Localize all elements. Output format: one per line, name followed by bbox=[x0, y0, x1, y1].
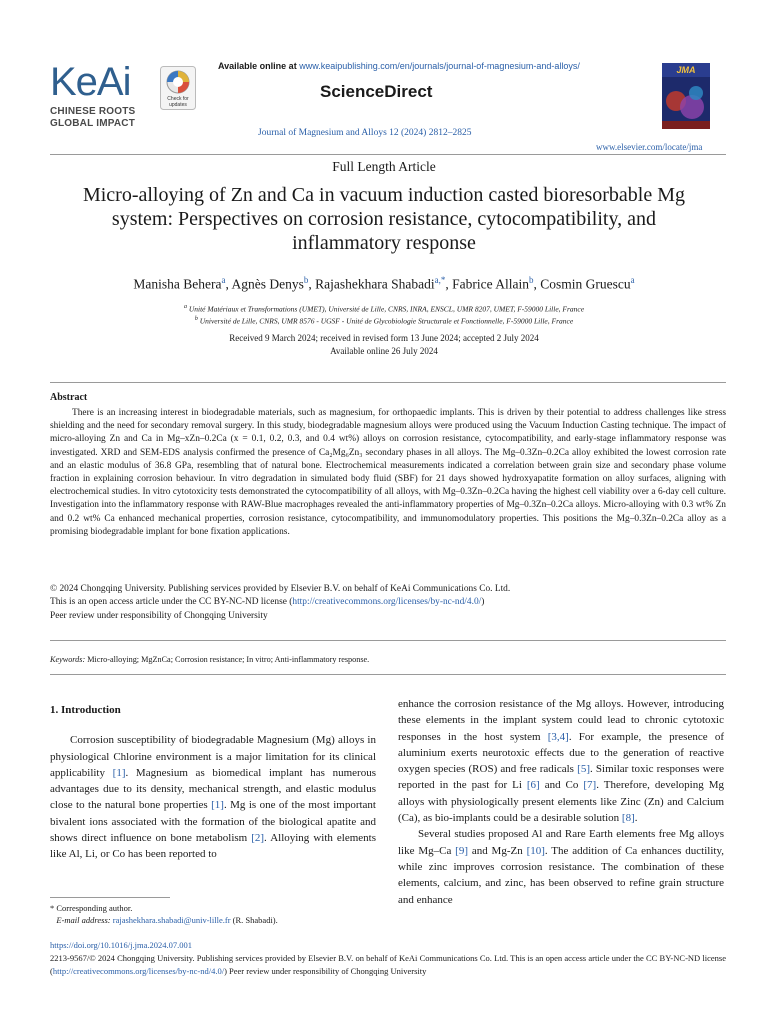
author-name[interactable]: Fabrice Allain bbox=[452, 276, 530, 292]
sciencedirect-logo[interactable]: ScienceDirect bbox=[320, 82, 433, 101]
keywords-top-divider bbox=[50, 640, 726, 641]
author-affil-mark[interactable]: a,* bbox=[434, 275, 446, 285]
citation-link[interactable]: [1] bbox=[112, 766, 126, 779]
footer-license-link[interactable]: http://creativecommons.org/licenses/by-nc-nd/4.0/ bbox=[52, 965, 225, 976]
license-prefix: This is an open access article under the CC BY-NC-ND license ( bbox=[50, 597, 293, 607]
citation-link[interactable]: [6] bbox=[526, 779, 540, 792]
keywords-bottom-divider bbox=[50, 674, 726, 675]
email-line bbox=[50, 914, 376, 926]
abstract-copyright: © 2024 Chongqing University. Publishing services provided by Elsevier B.V. on behalf of KeAi Communications Co. Ltd. bbox=[50, 584, 511, 594]
author-affil-mark[interactable]: a bbox=[221, 275, 226, 285]
citation-link[interactable]: [10] bbox=[526, 844, 545, 857]
citation-link[interactable]: [2] bbox=[251, 832, 265, 845]
keai-logo bbox=[50, 62, 138, 130]
author-affil-mark[interactable]: a bbox=[630, 275, 635, 285]
footnote-divider bbox=[50, 897, 170, 898]
email-suffix: (R. Shabadi). bbox=[232, 915, 278, 925]
affiliation-b: $^b$ Université de Lille, CNRS, UMR 8576 - UGSF - Unité de Glycobiologie Structurale et Fonctionnelle, F-59000 Lille, France bbox=[194, 316, 574, 326]
journal-cover-label: JMA bbox=[676, 65, 696, 75]
affiliation-a-text: Unité Matériaux et Transformations (UMET), Université de Lille, CNRS, INRA, ENSCL, UMR 8207, UMET, F-59000 Lille, France bbox=[188, 304, 585, 314]
abstract-heading: Abstract bbox=[50, 392, 88, 403]
author-name[interactable]: Rajashekhara Shabadi bbox=[315, 276, 435, 292]
license-link[interactable]: http://creativecommons.org/licenses/by-nc-nd/4.0/ bbox=[292, 597, 482, 607]
article-title: Micro-alloying of Zn and Ca in vacuum induction casted bioresorbable Mg system: Perspectives on corrosion resistance, cytocompatibility, and inflammatory response bbox=[82, 184, 686, 254]
article-type: Full Length Article bbox=[332, 159, 436, 174]
available-prefix: Available online at bbox=[218, 61, 297, 71]
header-divider bbox=[50, 154, 726, 155]
keai-logo-text: KeAi bbox=[50, 60, 131, 104]
citation-link[interactable]: [3,4] bbox=[547, 730, 569, 743]
keywords-text: Micro-alloying; MgZnCa; Corrosion resistance; In vitro; Anti-inflammatory response. bbox=[87, 655, 370, 664]
abstract-peer-review: Peer review under responsibility of Chongqing University bbox=[50, 611, 268, 621]
email-link[interactable]: rajashekhara.shabadi@univ-lille.fr bbox=[112, 915, 231, 925]
footer-copyright-prefix: 2213-9567/© 2024 Chongqing University. Publishing services provided by Elsevier B.V. on behalf of KeAi Communications Co. Ltd. This is an open access article under the CC BY-NC-ND license ( bbox=[50, 953, 726, 976]
abstract-top-divider bbox=[50, 382, 726, 383]
author-affil-mark[interactable]: b bbox=[529, 275, 534, 285]
body-column-right bbox=[398, 696, 724, 908]
author-name[interactable]: Manisha Behera bbox=[133, 276, 222, 292]
footer-copyright-suffix: ) Peer review under responsibility of Chongqing University bbox=[224, 965, 427, 976]
available-online-date: Available online 26 July 2024 bbox=[330, 346, 438, 356]
elsevier-url-link[interactable]: www.elsevier.com/locate/jma bbox=[596, 142, 703, 152]
journal-cover-image[interactable] bbox=[662, 63, 710, 129]
corresponding-author-label: * Corresponding author. bbox=[50, 903, 133, 913]
journal-citation[interactable]: Journal of Magnesium and Alloys 12 (2024) 2812–2825 bbox=[258, 128, 472, 138]
author-affil-mark[interactable]: b bbox=[303, 275, 309, 285]
corresponding-author-footnote bbox=[50, 897, 376, 926]
footer-copyright bbox=[50, 952, 726, 977]
check-for-updates-badge[interactable] bbox=[160, 66, 196, 110]
citation-link[interactable]: [1] bbox=[211, 799, 224, 812]
keywords-line bbox=[50, 655, 369, 664]
license-suffix: ) bbox=[481, 597, 485, 607]
citation-link[interactable]: [5] bbox=[577, 763, 590, 776]
keai-tagline-2: GLOBAL IMPACT bbox=[50, 118, 136, 129]
abstract-license bbox=[50, 597, 726, 607]
author-name[interactable]: Cosmin Gruescu bbox=[540, 276, 631, 292]
intro-paragraph-1: Corrosion susceptibility of biodegradable Magnesium (Mg) alloys in physiological Chlorine environment is a major limitation for its clinical applicability [1]. Magnesium as biomedical implant has numerous advantages due to its density, mechanical strength, and elastic modulus close to the natural bone properties [1]. Mg is one of the most important bivalent ions associated with the formation of the biological apatite and shows direct influence on bone metabolism [2]. Alloying with elements like Al, Li, or Co has been reported to bbox=[50, 734, 376, 861]
author-list: Manisha Behera$^a$, Agnès Denys$^b$, Rajashekhara Shabadi$^{a,*}$, Fabrice Allain$^b$, Cosmin Gruescu$^a$ bbox=[133, 275, 635, 292]
intro-paragraph-2: Several studies proposed Al and Rare Earth elements free Mg alloys like Mg–Ca [9] and Mg-Zn [10]. The addition of Ca enhances ductility, while zinc improves corrosion resistance. The combination of these elements, calcium, and zinc, has been observed to refine grain structure and enhance bbox=[398, 828, 724, 906]
citation-link[interactable]: [8] bbox=[621, 812, 635, 825]
author-name[interactable]: Agnès Denys bbox=[231, 276, 304, 292]
affiliation-b-text: Université de Lille, CNRS, UMR 8576 - UGSF - Unité de Glycobiologie Structurale et Fonctionnelle, F-59000 Lille, France bbox=[199, 316, 574, 326]
doi-link[interactable]: https://doi.org/10.1016/j.jma.2024.07.001 bbox=[50, 940, 192, 950]
intro-paragraph-1-continued: enhance the corrosion resistance of the Mg alloys. However, introducing these elements in the implant system could lead to chronic cytotoxic responses in the host system [3,4]. For example, the presence of aluminium exerts neurotoxic effects due to the generation of reactive oxygen species (ROS) and free radicals [5]. Similar toxic responses were reported in the past for Li [6] and Co [7]. Therefore, developing Mg alloys with physiologically present elements like Zinc (Zn) and Calcium (Ca), as bio-implants could be a desirable solution [8]. bbox=[398, 698, 724, 825]
journal-url-link[interactable]: www.keaipublishing.com/en/journals/journal-of-magnesium-and-alloys/ bbox=[299, 61, 580, 71]
email-label: E-mail address: bbox=[56, 915, 111, 925]
keai-tagline-1: CHINESE ROOTS bbox=[50, 106, 136, 117]
section-heading-introduction: 1. Introduction bbox=[50, 704, 121, 716]
affiliation-a: $^a$ Unité Matériaux et Transformations (UMET), Université de Lille, CNRS, INRA, ENSCL, UMR 8207, UMET, F-59000 Lille, France bbox=[183, 304, 585, 314]
citation-link[interactable]: [7] bbox=[583, 779, 597, 792]
body-column-left bbox=[50, 702, 376, 863]
received-dates: Received 9 March 2024; received in revised form 13 June 2024; accepted 2 July 2024 bbox=[229, 333, 539, 343]
available-online-line bbox=[218, 61, 580, 71]
keywords-label: Keywords: bbox=[50, 655, 86, 664]
citation-link[interactable]: [9] bbox=[455, 844, 468, 857]
check-for-updates-label: Check for updates bbox=[167, 96, 189, 108]
abstract-text: There is an increasing interest in biodegradable materials, such as magnesium, for orthopaedic implants. This is driven by their potential to address challenges like stress shielding and the need for secondary removal surgery. In this study, biodegradable magnesium alloys were produced using the Vacuum Induction Casting technique. The impact of micro-alloying Zn and Ca in Mg–xZn–0.2Ca (x = 0.1, 0.2, 0.3, and 0.4 wt%) alloys on corrosion resistance, cytocompatibility, and early-stage inflammatory response was investigated. XRD and SEM-EDS analysis confirmed the presence of Ca₂Mg₆Zn₃ secondary phases in all alloys. The Mg–0.3Zn–0.2Ca alloy exhibited the lowest corrosion rate and an elastic modulus of 36.8 GPa, resembling that of natural bone. Electrochemical measurements indicated a correlation between grain size and secondary phase volume fraction in explaining corrosion behaviour. In vitro degradation in simulated body fluid (SBF) for 21 days showed hydroxyapatite formation on alloy surfaces, aligning with electrochemical studies. In vitro cytotoxicity tests demonstrated the cytocompatibility of all alloys, with Mg–0.3Zn–0.2Ca having the highest cell viability over a 6-day cell culture. Investigation into the inflammatory response with RAW-Blue macrophages revealed the anti-inflammatory properties of Mg–0.3Zn–0.2Ca alloys. Micro-alloying with 0.3 wt% Zn and 0.2 wt% Ca enhanced mechanical properties, corrosion resistance, cytocompatibility, and immunomodulatory properties. This positions the Mg–0.3Zn–0.2Ca alloy as a promising biodegradable implant for bone fixation applications. bbox=[50, 408, 726, 537]
